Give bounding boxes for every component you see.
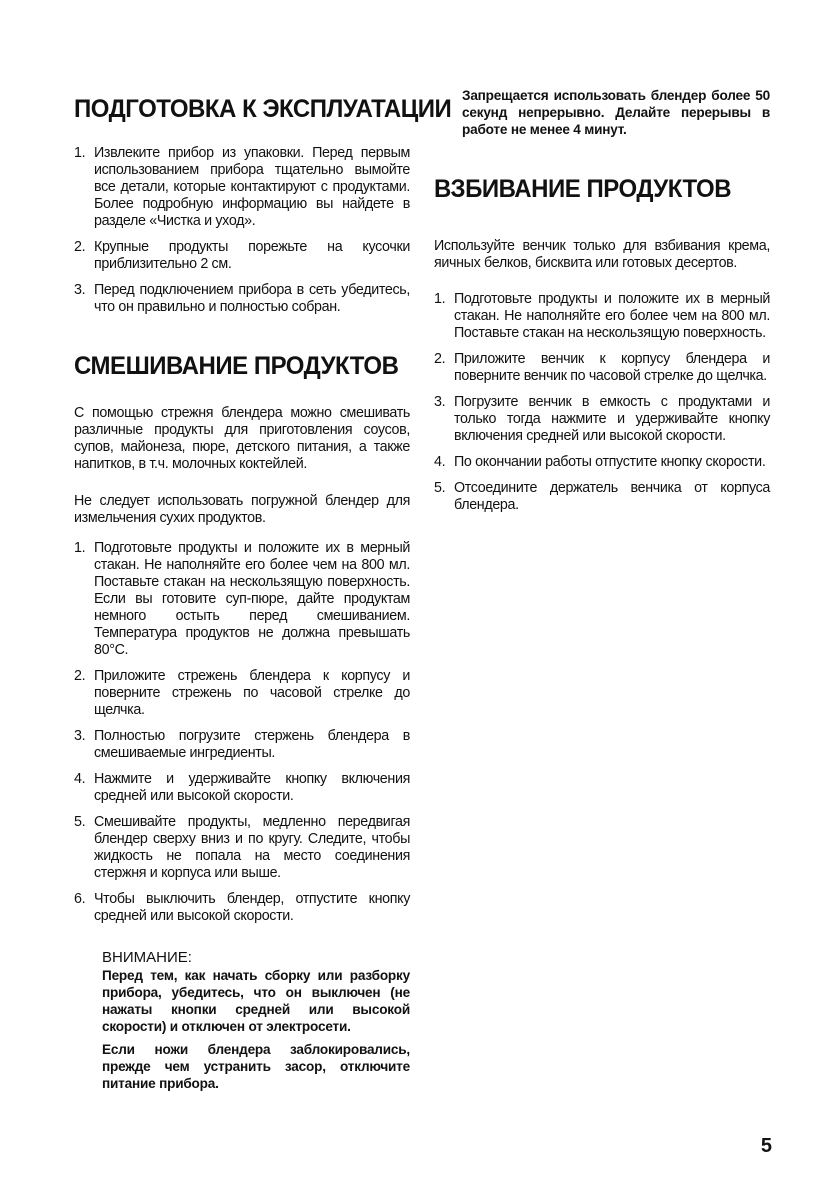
list-item: 2. Приложите венчик к корпусу блендера и поверните венчик по часовой стрелке до щелчка. xyxy=(434,351,770,384)
whisking-intro: Используйте венчик только для взбивания крема, яичных белков, бисквита или готовых десертов. xyxy=(434,238,770,271)
list-item: 1. Подготовьте продукты и положите их в мерный стакан. Не наполняйте его более чем на 800 мл. Поставьте стакан на нескользящую поверхность. xyxy=(434,291,770,341)
section-title-mixing: СМЕШИВАНИЕ ПРОДУКТОВ xyxy=(74,352,399,380)
continuous-use-note: Запрещается использовать блендер более 50 секунд непрерывно. Делайте перерывы в работе не менее 4 минут. xyxy=(462,88,770,137)
warning-text: Перед тем, как начать сборку или разборку прибора, убедитесь, что он выключен (не нажаты кнопки средней или высокой скорости) и отключен от электросети. xyxy=(102,968,410,1034)
list-item: 2. Крупные продукты порежьте на кусочки приблизительно 2 см. xyxy=(74,239,410,272)
list-item: 6. Чтобы выключить блендер, отпустите кнопку средней или высокой скорости. xyxy=(74,891,410,924)
list-item: 3. Погрузите венчик в емкость с продуктами и только тогда нажмите и удерживайте кнопку включения средней или высокой скорости. xyxy=(434,394,770,444)
preparation-list xyxy=(74,145,410,316)
mixing-list xyxy=(74,540,410,925)
list-item: 4. Нажмите и удерживайте кнопку включения средней или высокой скорости. xyxy=(74,771,410,804)
warning-text: Если ножи блендера заблокировались, прежде чем устранить засор, отключите питание прибора. xyxy=(102,1042,410,1091)
warning-title: ВНИМАНИЕ: xyxy=(102,949,192,966)
list-item: 1. Подготовьте продукты и положите их в мерный стакан. Не наполняйте его более чем на 800 мл. Поставьте стакан на нескользящую поверхность. Если вы готовите суп-пюре, дайте продуктам немного остыть перед смешиванием. Температура продуктов не должна превышать 80°С. xyxy=(74,540,410,658)
list-item: 3. Полностью погрузите стержень блендера в смешиваемые ингредиенты. xyxy=(74,728,410,761)
section-title-whisking: ВЗБИВАНИЕ ПРОДУКТОВ xyxy=(434,175,732,203)
list-item: 4. По окончании работы отпустите кнопку скорости. xyxy=(434,454,766,470)
section-title-preparation: ПОДГОТОВКА К ЭКСПЛУАТАЦИИ xyxy=(74,95,452,123)
warning-block xyxy=(102,949,410,1092)
list-item: 5. Отсоедините держатель венчика от корпуса блендера. xyxy=(434,480,770,513)
whisking-list xyxy=(434,291,770,514)
list-item: 2. Приложите стрежень блендера к корпусу и поверните стрежень по часовой стрелке до щелчка. xyxy=(74,668,410,718)
mixing-warning-text: Не следует использовать погружной блендер для измельчения сухих продуктов. xyxy=(74,493,410,526)
list-item: 1. Извлеките прибор из упаковки. Перед первым использованием прибора тщательно вымойте все детали, которые контактируют с продуктами. Более подробную информацию вы найдете в разделе «Чистка и уход». xyxy=(74,145,410,229)
list-item: 5. Смешивайте продукты, медленно передвигая блендер сверху вниз и по кругу. Следите, чтобы жидкость не попала на место соединения стержня и корпуса или выше. xyxy=(74,814,410,881)
list-item: 3. Перед подключением прибора в сеть убедитесь, что он правильно и полностью собран. xyxy=(74,282,410,315)
mixing-intro: С помощью стрежня блендера можно смешивать различные продукты для приготовления соусов, супов, майонеза, пюре, детского питания, а также напитков, в т.ч. молочных коктейлей. xyxy=(74,405,410,472)
page-number: 5 xyxy=(760,1135,772,1157)
